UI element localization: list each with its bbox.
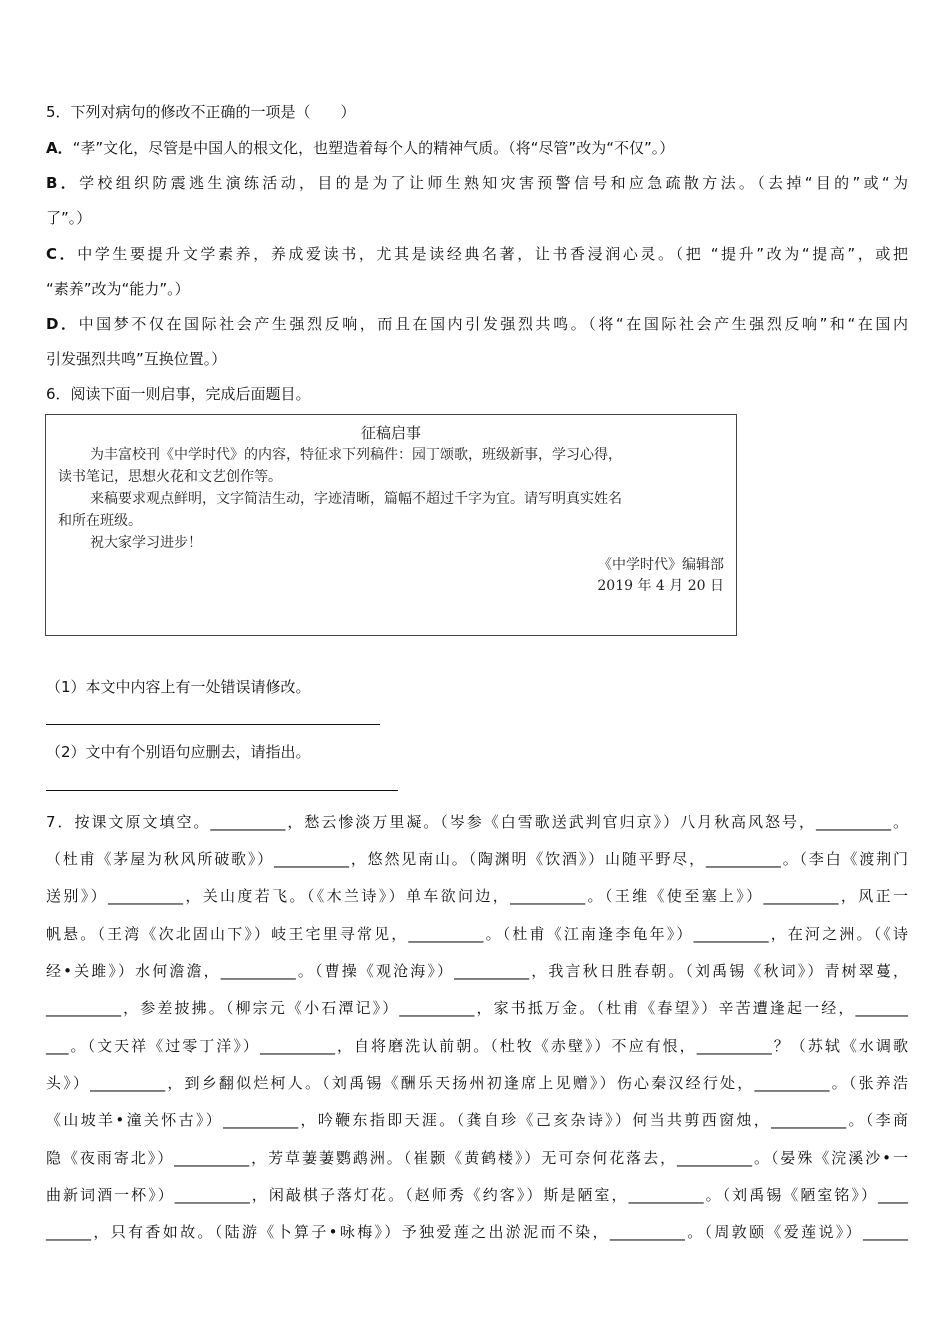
q7-line: 隐《夜雨寄北》）__________，芳草萋萋鹦鹉洲。（崔颢《黄鹤楼》）无可奈何花落去，__________。（晏殊《浣溪沙•一 [46, 1149, 908, 1167]
q7-line: 送别》）__________，关山度若飞。（《木兰诗》）单车欲问边，__________。（王维《使至塞上》）__________，风正一 [46, 887, 908, 905]
q6-sub1-answer-line[interactable] [46, 724, 380, 725]
q5-option-b-cont: 了”。） [46, 209, 92, 227]
q5-option-d-cont: 引发强烈共鸣”互换位置。） [46, 350, 227, 368]
q5-option-c-cont: “素养”改为“能力”。） [46, 280, 190, 298]
q7-line: __________，参差披拂。（柳宗元《小石潭记》）__________，家书抵万金。（杜甫《春望》）辛苦遭逢起一经，_______ [46, 999, 908, 1017]
q7-line: 《山坡羊•潼关怀古》）__________，吟鞭东指即天涯。（龚自珍《己亥杂诗》）何当共剪西窗烛，__________。（李商 [46, 1111, 908, 1129]
q6-sub2-answer-line[interactable] [46, 790, 398, 791]
q5-option-b-text-1: 学校组织防震逃生演练活动，目的是为了让师生熟知灾害预警信号和应急疏散方法。（去掉“目的”或“为 [79, 174, 908, 192]
q5-option-c-text-1: 中学生要提升文学素养，养成爱读书，尤其是读经典名著，让书香浸润心灵。（把 “提升”改为“提高”，或把 [77, 245, 908, 263]
q7-line: 帆悬。（王湾《次北固山下》）岐王宅里寻常见，__________。（杜甫《江南逢李龟年》）__________，在河之洲。（《诗 [46, 925, 908, 943]
q5-option-a-text: “孝”文化，尽管是中国人的根文化，也塑造着每个人的精神气质。（将“尽管”改为“不仅”。） [72, 139, 675, 157]
q5-option-a[interactable] [46, 138, 908, 158]
q5-stem: 5．下列对病句的修改不正确的一项是（ ） [46, 103, 356, 121]
notice-box [45, 414, 737, 636]
notice-title: 征稿启事 [360, 424, 421, 442]
q6-sub1: （1）本文中内容上有一处错误请修改。 [46, 678, 311, 696]
q7-line: 7．按课文原文填空。__________，愁云惨淡万里凝。（岑参《白雪歌送武判官归京》）八月秋高风怒号，__________。 [46, 813, 908, 831]
notice-p3: 祝大家学习进步！ [90, 535, 202, 551]
notice-date: 2019 年 4 月 20 日 [597, 578, 724, 594]
q5-option-b[interactable] [46, 173, 908, 193]
notice-p2-line1: 来稿要求观点鲜明，文字简洁生动，字迹清晰，篇幅不超过千字为宜。请写明真实姓名 [90, 491, 622, 507]
notice-signature: 《中学时代》编辑部 [598, 557, 724, 573]
q7-line: 头》）__________，到乡翻似烂柯人。（刘禹锡《酬乐天扬州初逢席上见赠》）伤心秦汉经行处，__________。（张养浩 [46, 1074, 908, 1092]
notice-p1-line2: 读书笔记，思想火花和文艺创作等。 [58, 469, 282, 485]
q6-stem: 6．阅读下面一则启事，完成后面题目。 [46, 385, 311, 403]
q5-option-d-text-1: 中国梦不仅在国际社会产生强烈反响，而且在国内引发强烈共鸣。（将“在国际社会产生强烈反响”和“在国内 [78, 315, 908, 333]
q5-option-d-label: D． [46, 315, 79, 333]
q7-line: ______，只有香如故。（陆游《卜算子•咏梅》）予独爱莲之出淤泥而不染，__________。（周敦颐《爱莲说》）______ [46, 1223, 908, 1241]
q5-option-d[interactable] [46, 314, 908, 334]
q6-sub2: （2）文中有个别语句应删去，请指出。 [46, 743, 311, 761]
q5-option-c-label: C． [46, 245, 78, 263]
notice-p1-line1: 为丰富校刊《中学时代》的内容，特征求下列稿件：园丁颂歌，班级新事，学习心得， [90, 447, 622, 463]
q5-option-c[interactable] [46, 244, 908, 264]
q7-line: （杜甫《茅屋为秋风所破歌》）__________，悠然见南山。（陶渊明《饮酒》）山随平野尽，__________。（李白《渡荆门 [46, 850, 908, 868]
q5-option-a-label: A． [46, 139, 73, 157]
q5-option-b-label: B． [46, 174, 80, 192]
notice-p2-line2: 和所在班级。 [58, 513, 142, 529]
q7-line: ___。（文天祥《过零丁洋》）__________，自将磨洗认前朝。（杜牧《赤壁》）不应有恨，__________？（苏轼《水调歌 [46, 1037, 908, 1055]
q7-line: 经•关雎》）水何澹澹，__________。（曹操《观沧海》）__________，我言秋日胜春朝。（刘禹锡《秋词》）青树翠蔓， [46, 962, 908, 980]
q7-line: 曲新词酒一杯》）__________，闲敲棋子落灯花。（赵师秀《约客》）斯是陋室，__________。（刘禹锡《陋室铭》）____ [46, 1186, 908, 1204]
